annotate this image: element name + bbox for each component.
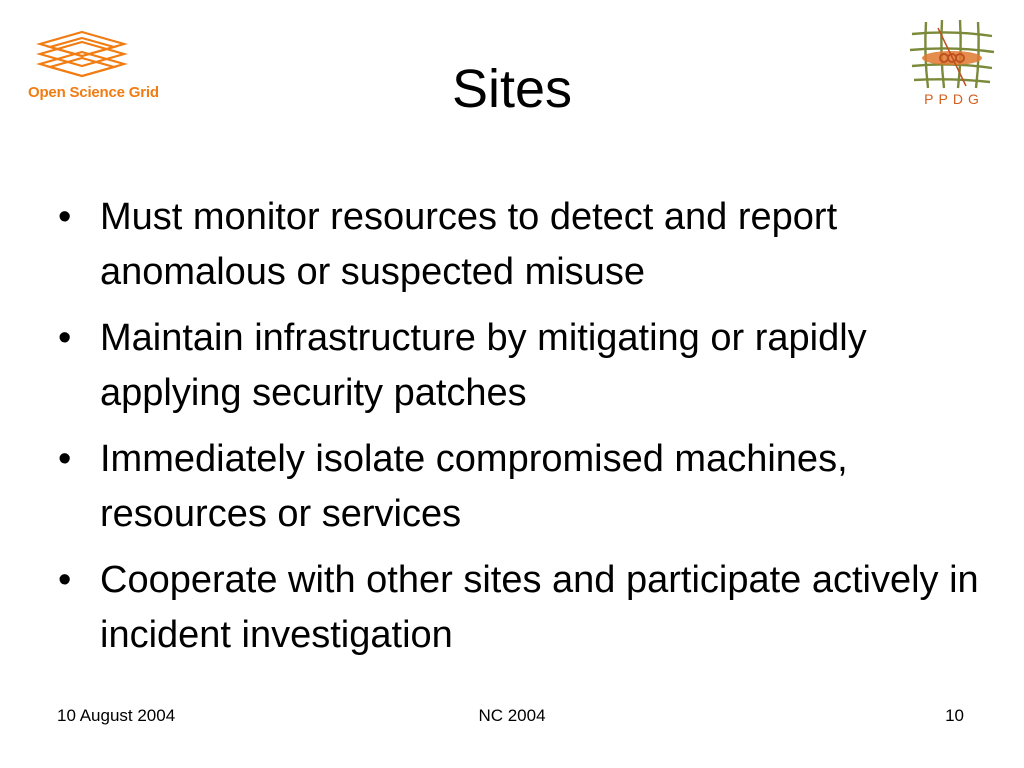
bullet-item (58, 432, 988, 542)
bullet-text: Maintain infrastructure by mitigating or rapidly applying security patches (100, 317, 867, 414)
slide-title: Sites (451, 59, 573, 119)
bullet-item (58, 190, 988, 300)
bullet-dot: • (58, 317, 72, 359)
ppdg-grid-icon (908, 18, 996, 90)
bullet-text: Must monitor resources to detect and report anomalous or suspected misuse (100, 196, 838, 293)
bullet-text: Cooperate with other sites and participate actively in incident investigation (100, 559, 979, 656)
bullet-dot: • (58, 559, 72, 601)
bullet-item (58, 311, 988, 421)
osg-logo-text: Open Science Grid (28, 84, 159, 101)
ppdg-logo-text: PPDG (924, 91, 984, 107)
bullet-list (58, 190, 988, 674)
bullet-dot: • (58, 196, 72, 238)
bullet-dot: • (58, 438, 72, 480)
footer-event: NC 2004 (478, 706, 546, 725)
footer-date: 10 August 2004 (57, 706, 176, 725)
ppdg-logo (908, 18, 996, 110)
bullet-item (58, 553, 988, 663)
bullet-text: Immediately isolate compromised machines, resources or services (100, 438, 848, 535)
footer-page-number: 10 (945, 706, 964, 725)
